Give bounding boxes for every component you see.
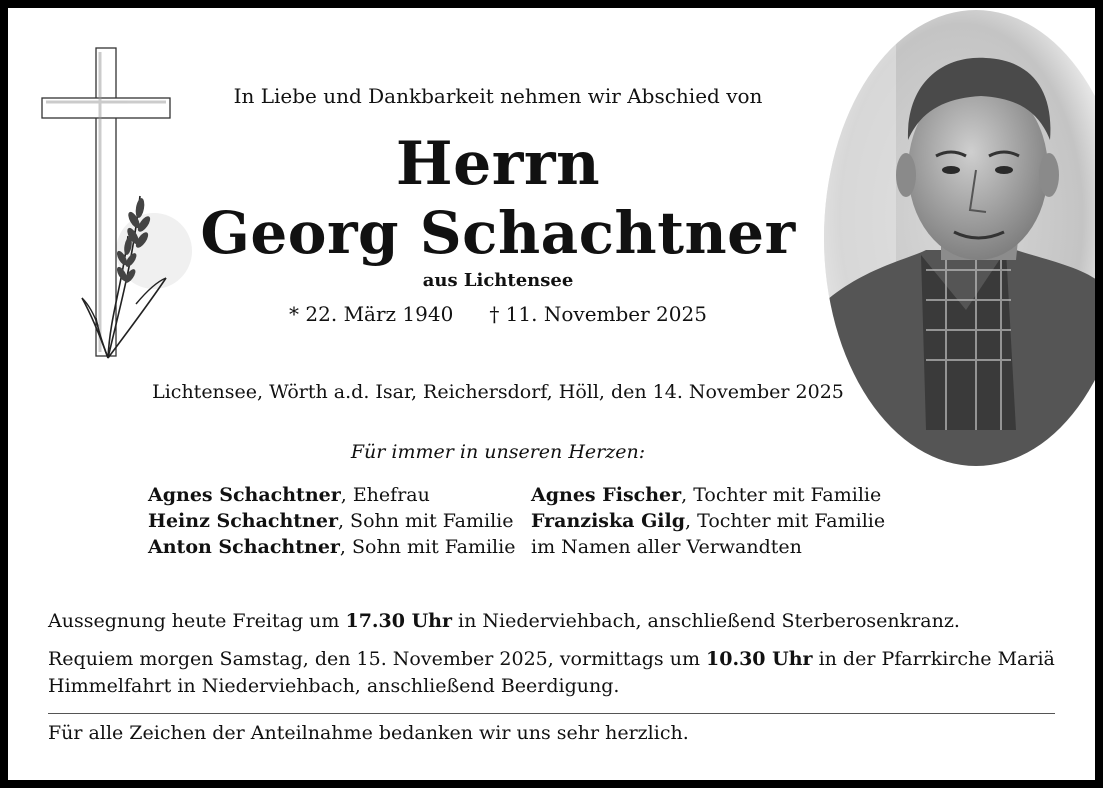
member-role: im Namen aller Verwandten: [531, 536, 802, 558]
funeral-blessing-info: [48, 608, 1058, 635]
info-text: Requiem morgen Samstag, den 15. November 2025, vormittags um: [48, 648, 707, 670]
portrait-photo: [816, 10, 1103, 470]
family-member: [531, 482, 885, 508]
intro-text: In Liebe und Dankbarkeit nehmen wir Abschied von: [233, 84, 763, 108]
member-name: Anton Schachtner: [148, 536, 340, 558]
origin-text: aus Lichtensee: [422, 270, 574, 291]
requiem-info: [48, 646, 1058, 700]
member-name: Franziska Gilg: [531, 510, 686, 532]
life-dates: [198, 302, 798, 326]
member-name: Agnes Fischer: [531, 484, 682, 506]
family-member: [531, 534, 885, 560]
member-name: Agnes Schachtner: [148, 484, 341, 506]
title-salutation: Herrn: [395, 129, 601, 199]
member-role: , Sohn mit Familie: [337, 510, 514, 532]
family-left: [148, 482, 515, 560]
family-member: [148, 534, 515, 560]
member-role: , Ehefrau: [340, 484, 430, 506]
place-date: Lichtensee, Wörth a.d. Isar, Reichersdorf, Höll, den 14. November 2025: [152, 381, 844, 403]
divider: [48, 713, 1055, 714]
family-member: [148, 482, 515, 508]
motto: Für immer in unseren Herzen:: [350, 441, 646, 463]
deceased-name: Georg Schachtner: [200, 199, 796, 267]
birth-date: * 22. März 1940: [289, 302, 454, 326]
info-text: Aussegnung heute Freitag um: [48, 610, 346, 632]
requiem-time: 10.30 Uhr: [706, 648, 813, 670]
member-role: , Tochter mit Familie: [685, 510, 886, 532]
member-role: , Tochter mit Familie: [681, 484, 882, 506]
family-member: [531, 508, 885, 534]
death-date: † 11. November 2025: [489, 302, 707, 326]
member-role: , Sohn mit Familie: [339, 536, 516, 558]
thanks-text: Für alle Zeichen der Anteilnahme bedanken wir uns sehr herzlich.: [48, 722, 689, 744]
family-member: [148, 508, 515, 534]
cross-wheat-icon: [36, 46, 196, 366]
info-text: in der Pfarrkirche Mariä Himmelfahrt in Niederviehbach, anschließend Beerdigung.: [48, 648, 1055, 697]
family-right: [531, 482, 885, 560]
member-name: Heinz Schachtner: [148, 510, 338, 532]
info-text: in Niederviehbach, anschließend Sterberosenkranz.: [451, 610, 960, 632]
blessing-time: 17.30 Uhr: [345, 610, 452, 632]
